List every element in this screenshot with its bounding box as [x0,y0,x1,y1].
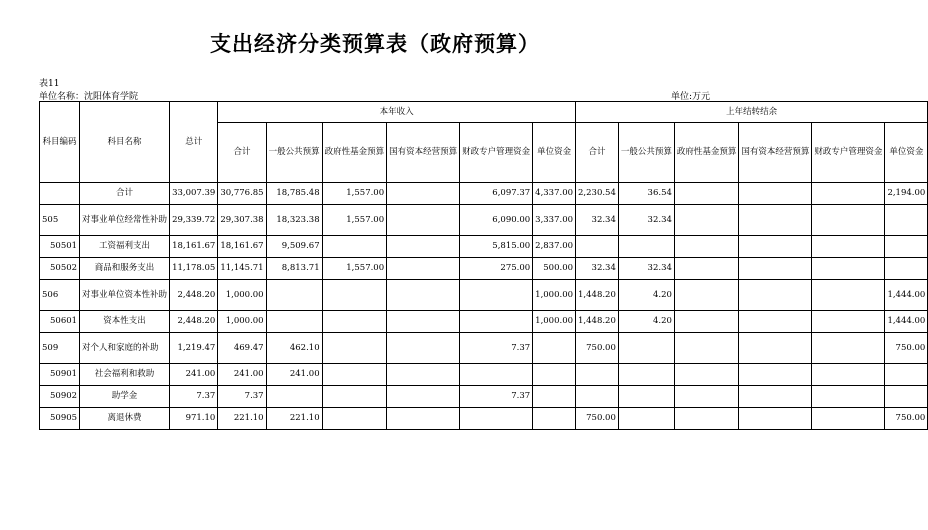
row-value-9 [739,333,812,364]
row-code: 50901 [40,364,80,386]
row-total: 241.00 [170,364,218,386]
row-total: 11,178.05 [170,258,218,280]
row-value-2 [322,364,387,386]
row-value-9 [739,386,812,408]
row-value-1: 241.00 [266,364,322,386]
row-code: 50905 [40,408,80,430]
row-value-3 [387,333,460,364]
row-value-8 [674,333,739,364]
row-value-10 [812,333,885,364]
row-value-3 [387,183,460,205]
header-name: 科目名称 [80,102,170,183]
row-value-6: 32.34 [576,205,619,236]
row-value-5: 1,000.00 [533,280,576,311]
row-value-1 [266,311,322,333]
row-code: 50601 [40,311,80,333]
row-value-5 [533,386,576,408]
row-code: 50501 [40,236,80,258]
unit-name: 单位名称：沈阳体育学院 [39,92,139,102]
row-value-8 [674,236,739,258]
row-value-0: 241.00 [218,364,266,386]
row-code: 509 [40,333,80,364]
row-value-3 [387,280,460,311]
row-value-2 [322,311,387,333]
row-value-10 [812,236,885,258]
row-value-1: 462.10 [266,333,322,364]
row-value-5 [533,333,576,364]
row-value-0: 18,161.67 [218,236,266,258]
row-value-6 [576,364,619,386]
row-value-10 [812,364,885,386]
table-row [40,236,928,258]
row-value-1 [266,386,322,408]
header-sub-0: 合计 [218,123,266,183]
row-value-8 [674,408,739,430]
row-value-7: 4.20 [618,280,674,311]
row-code: 505 [40,205,80,236]
row-value-2 [322,386,387,408]
header-sub-4: 财政专户管理资金 [460,123,533,183]
row-value-6: 2,230.54 [576,183,619,205]
table-row [40,311,928,333]
header-sub-6: 合计 [576,123,619,183]
row-name: 合计 [80,183,170,205]
row-value-9 [739,236,812,258]
row-value-7 [618,408,674,430]
row-value-3 [387,364,460,386]
row-name: 商品和服务支出 [80,258,170,280]
row-value-1: 18,323.38 [266,205,322,236]
row-value-4: 6,090.00 [460,205,533,236]
row-value-5 [533,364,576,386]
row-name: 资本性支出 [80,311,170,333]
row-name: 离退休费 [80,408,170,430]
row-value-7: 32.34 [618,258,674,280]
row-value-9 [739,258,812,280]
row-value-11 [885,258,928,280]
row-value-7 [618,364,674,386]
row-value-6: 750.00 [576,333,619,364]
row-value-8 [674,280,739,311]
table-row [40,364,928,386]
page-title: 支出经济分类预算表（政府预算） [210,31,540,56]
row-value-1: 9,509.67 [266,236,322,258]
row-value-6: 1,448.20 [576,311,619,333]
header-sub-8: 政府性基金预算 [674,123,739,183]
row-value-5: 4,337.00 [533,183,576,205]
row-value-8 [674,183,739,205]
row-value-10 [812,205,885,236]
row-name: 对个人和家庭的补助 [80,333,170,364]
row-value-6: 32.34 [576,258,619,280]
row-total: 33,007.39 [170,183,218,205]
header-code: 科目编码 [40,102,80,183]
header-sub-10: 财政专户管理资金 [812,123,885,183]
row-value-0: 1,000.00 [218,311,266,333]
row-value-9 [739,408,812,430]
header-row-group [40,102,928,123]
table-row [40,183,928,205]
row-value-0: 1,000.00 [218,280,266,311]
table-row [40,205,928,236]
row-value-8 [674,205,739,236]
row-value-3 [387,386,460,408]
row-value-4: 275.00 [460,258,533,280]
row-value-1 [266,280,322,311]
header-sub-9: 国有资本经营预算 [739,123,812,183]
row-value-4 [460,364,533,386]
row-value-9 [739,205,812,236]
row-value-2 [322,408,387,430]
row-total: 18,161.67 [170,236,218,258]
currency-unit: 单位:万元 [670,92,710,102]
row-value-0: 7.37 [218,386,266,408]
row-value-6 [576,386,619,408]
row-value-8 [674,364,739,386]
row-value-6 [576,236,619,258]
table-row [40,386,928,408]
row-name: 对事业单位经常性补助 [80,205,170,236]
row-value-4 [460,280,533,311]
row-value-2 [322,236,387,258]
row-value-10 [812,386,885,408]
row-value-11: 2,194.00 [885,183,928,205]
row-value-7 [618,386,674,408]
row-total: 7.37 [170,386,218,408]
header-total: 总计 [170,102,218,183]
row-value-10 [812,280,885,311]
row-value-11 [885,386,928,408]
table-row [40,280,928,311]
row-value-8 [674,258,739,280]
row-total: 971.10 [170,408,218,430]
row-total: 29,339.72 [170,205,218,236]
header-sub-5: 单位资金 [533,123,576,183]
row-value-0: 30,776.85 [218,183,266,205]
row-code: 50902 [40,386,80,408]
row-value-3 [387,311,460,333]
row-value-2: 1,557.00 [322,183,387,205]
row-value-7: 4.20 [618,311,674,333]
row-value-1: 8,813.71 [266,258,322,280]
row-value-5: 2,837.00 [533,236,576,258]
header-sub-11: 单位资金 [885,123,928,183]
row-value-9 [739,183,812,205]
row-value-7 [618,333,674,364]
row-value-10 [812,183,885,205]
row-value-11: 1,444.00 [885,280,928,311]
header-current-year-income: 本年收入 [218,102,576,123]
row-total: 2,448.20 [170,280,218,311]
row-value-0: 221.10 [218,408,266,430]
row-value-4 [460,311,533,333]
row-value-2: 1,557.00 [322,258,387,280]
row-value-11: 750.00 [885,333,928,364]
row-value-11 [885,236,928,258]
header-prior-year-carryover: 上年结转结余 [576,102,928,123]
row-value-8 [674,386,739,408]
table-row [40,408,928,430]
row-value-1: 18,785.48 [266,183,322,205]
row-value-3 [387,258,460,280]
row-value-11: 1,444.00 [885,311,928,333]
row-value-9 [739,280,812,311]
row-value-4: 7.37 [460,333,533,364]
row-value-4: 5,815.00 [460,236,533,258]
row-value-4: 6,097.37 [460,183,533,205]
table-number: 表11 [39,79,60,89]
row-value-10 [812,408,885,430]
row-value-5: 3,337.00 [533,205,576,236]
row-total: 2,448.20 [170,311,218,333]
row-code [40,183,80,205]
row-value-4 [460,408,533,430]
row-value-7: 32.34 [618,205,674,236]
table-row [40,333,928,364]
row-value-0: 11,145.71 [218,258,266,280]
row-value-7 [618,236,674,258]
row-name: 助学金 [80,386,170,408]
row-value-9 [739,364,812,386]
row-value-5 [533,408,576,430]
row-value-1: 221.10 [266,408,322,430]
row-value-7: 36.54 [618,183,674,205]
header-sub-2: 政府性基金预算 [322,123,387,183]
row-value-8 [674,311,739,333]
row-value-11 [885,205,928,236]
row-value-0: 29,307.38 [218,205,266,236]
row-name: 对事业单位资本性补助 [80,280,170,311]
row-total: 1,219.47 [170,333,218,364]
row-value-6: 750.00 [576,408,619,430]
row-value-5: 1,000.00 [533,311,576,333]
row-value-10 [812,258,885,280]
table-row [40,258,928,280]
header-sub-1: 一般公共预算 [266,123,322,183]
row-value-4: 7.37 [460,386,533,408]
row-code: 50502 [40,258,80,280]
row-value-3 [387,408,460,430]
header-sub-3: 国有资本经营预算 [387,123,460,183]
row-value-2 [322,280,387,311]
row-value-2 [322,333,387,364]
row-value-11 [885,364,928,386]
row-name: 社会福利和救助 [80,364,170,386]
header-sub-7: 一般公共预算 [618,123,674,183]
row-value-9 [739,311,812,333]
row-value-3 [387,205,460,236]
row-name: 工资福利支出 [80,236,170,258]
row-code: 506 [40,280,80,311]
budget-table [39,101,928,430]
row-value-2: 1,557.00 [322,205,387,236]
row-value-5: 500.00 [533,258,576,280]
row-value-0: 469.47 [218,333,266,364]
row-value-11: 750.00 [885,408,928,430]
row-value-6: 1,448.20 [576,280,619,311]
row-value-3 [387,236,460,258]
row-value-10 [812,311,885,333]
